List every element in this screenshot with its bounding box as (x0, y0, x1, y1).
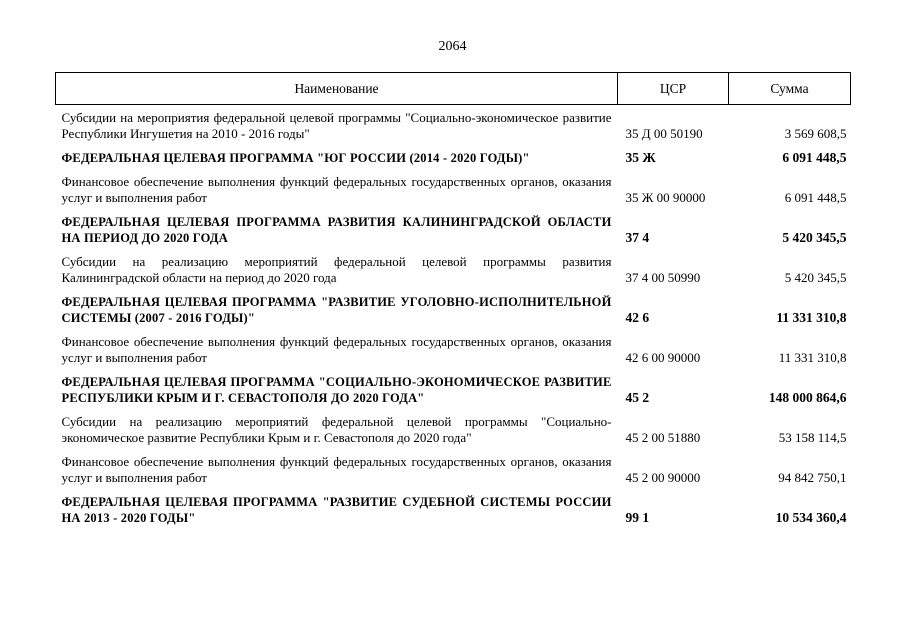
row-csr: 35 Ж (625, 150, 656, 165)
row-sum: 5 420 345,5 (782, 230, 847, 245)
table-row (56, 449, 851, 489)
row-name: Финансовое обеспечение выполнения функций федеральных государственных органов, оказания услуг и выполнения работ (61, 454, 612, 485)
page-number: 2064 (438, 39, 467, 54)
header-sum: Сумма (729, 73, 851, 105)
table-row (56, 489, 851, 529)
table-row (56, 209, 851, 249)
row-sum: 11 331 310,8 (776, 310, 847, 325)
row-sum: 6 091 448,5 (784, 190, 847, 205)
row-sum: 11 331 310,8 (778, 350, 847, 365)
row-csr: 37 4 00 50990 (625, 270, 701, 285)
row-csr: 42 6 (625, 310, 650, 325)
row-sum: 10 534 360,4 (775, 510, 847, 525)
row-name: Субсидии на реализацию мероприятий федеральной целевой программы "Социально-экономическое развитие Республики Крым и г. Севастополя до 2020 года" (61, 414, 612, 445)
table-row (56, 409, 851, 449)
budget-table (55, 72, 851, 529)
table-header-row (56, 73, 851, 105)
row-sum: 148 000 864,6 (768, 390, 847, 405)
row-csr: 42 6 00 90000 (625, 350, 701, 365)
row-name: Финансовое обеспечение выполнения функций федеральных государственных органов, оказания услуг и выполнения работ (61, 174, 612, 205)
row-csr: 99 1 (625, 510, 650, 525)
row-sum: 94 842 750,1 (778, 470, 847, 485)
header-csr: ЦСР (618, 73, 729, 105)
row-name: ФЕДЕРАЛЬНАЯ ЦЕЛЕВАЯ ПРОГРАММА "СОЦИАЛЬНО-ЭКОНОМИЧЕСКОЕ РАЗВИТИЕ РЕСПУБЛИКИ КРЫМ И Г. СЕВАСТОПОЛЯ ДО 2020 ГОДА" (61, 375, 612, 405)
table-row (56, 369, 851, 409)
row-name: Субсидии на реализацию мероприятий федеральной целевой программы развития Калининградской области на период до 2020 года (61, 254, 612, 285)
row-csr: 45 2 00 90000 (625, 470, 701, 485)
row-name: ФЕДЕРАЛЬНАЯ ЦЕЛЕВАЯ ПРОГРАММА "РАЗВИТИЕ УГОЛОВНО-ИСПОЛНИТЕЛЬНОЙ СИСТЕМЫ (2007 - 2016 ГОДЫ)" (61, 295, 612, 325)
row-csr: 45 2 00 51880 (625, 430, 701, 445)
table-row (56, 145, 851, 169)
table-row (56, 169, 851, 209)
table-row (56, 329, 851, 369)
row-csr: 35 Ж 00 90000 (625, 190, 706, 205)
header-name: Наименование (56, 73, 618, 105)
row-name: ФЕДЕРАЛЬНАЯ ЦЕЛЕВАЯ ПРОГРАММА РАЗВИТИЯ КАЛИНИНГРАДСКОЙ ОБЛАСТИ НА ПЕРИОД ДО 2020 ГОДА (61, 215, 612, 245)
row-csr: 45 2 (625, 390, 650, 405)
row-csr: 37 4 (625, 230, 650, 245)
row-sum: 53 158 114,5 (778, 430, 847, 445)
row-sum: 6 091 448,5 (782, 150, 847, 165)
table-row (56, 289, 851, 329)
row-name: ФЕДЕРАЛЬНАЯ ЦЕЛЕВАЯ ПРОГРАММА "ЮГ РОССИИ (2014 - 2020 ГОДЫ)" (61, 151, 530, 165)
row-name: Финансовое обеспечение выполнения функций федеральных государственных органов, оказания услуг и выполнения работ (61, 334, 612, 365)
row-name: ФЕДЕРАЛЬНАЯ ЦЕЛЕВАЯ ПРОГРАММА "РАЗВИТИЕ СУДЕБНОЙ СИСТЕМЫ РОССИИ НА 2013 - 2020 ГОДЫ" (61, 495, 612, 525)
table-row (56, 105, 851, 146)
row-csr: 35 Д 00 50190 (625, 126, 703, 141)
row-name: Субсидии на мероприятия федеральной целевой программы "Социально-экономическое развитие Республики Ингушетия на 2010 - 2016 годы" (61, 110, 612, 141)
row-sum: 3 569 608,5 (784, 126, 847, 141)
row-sum: 5 420 345,5 (784, 270, 847, 285)
table-row (56, 249, 851, 289)
